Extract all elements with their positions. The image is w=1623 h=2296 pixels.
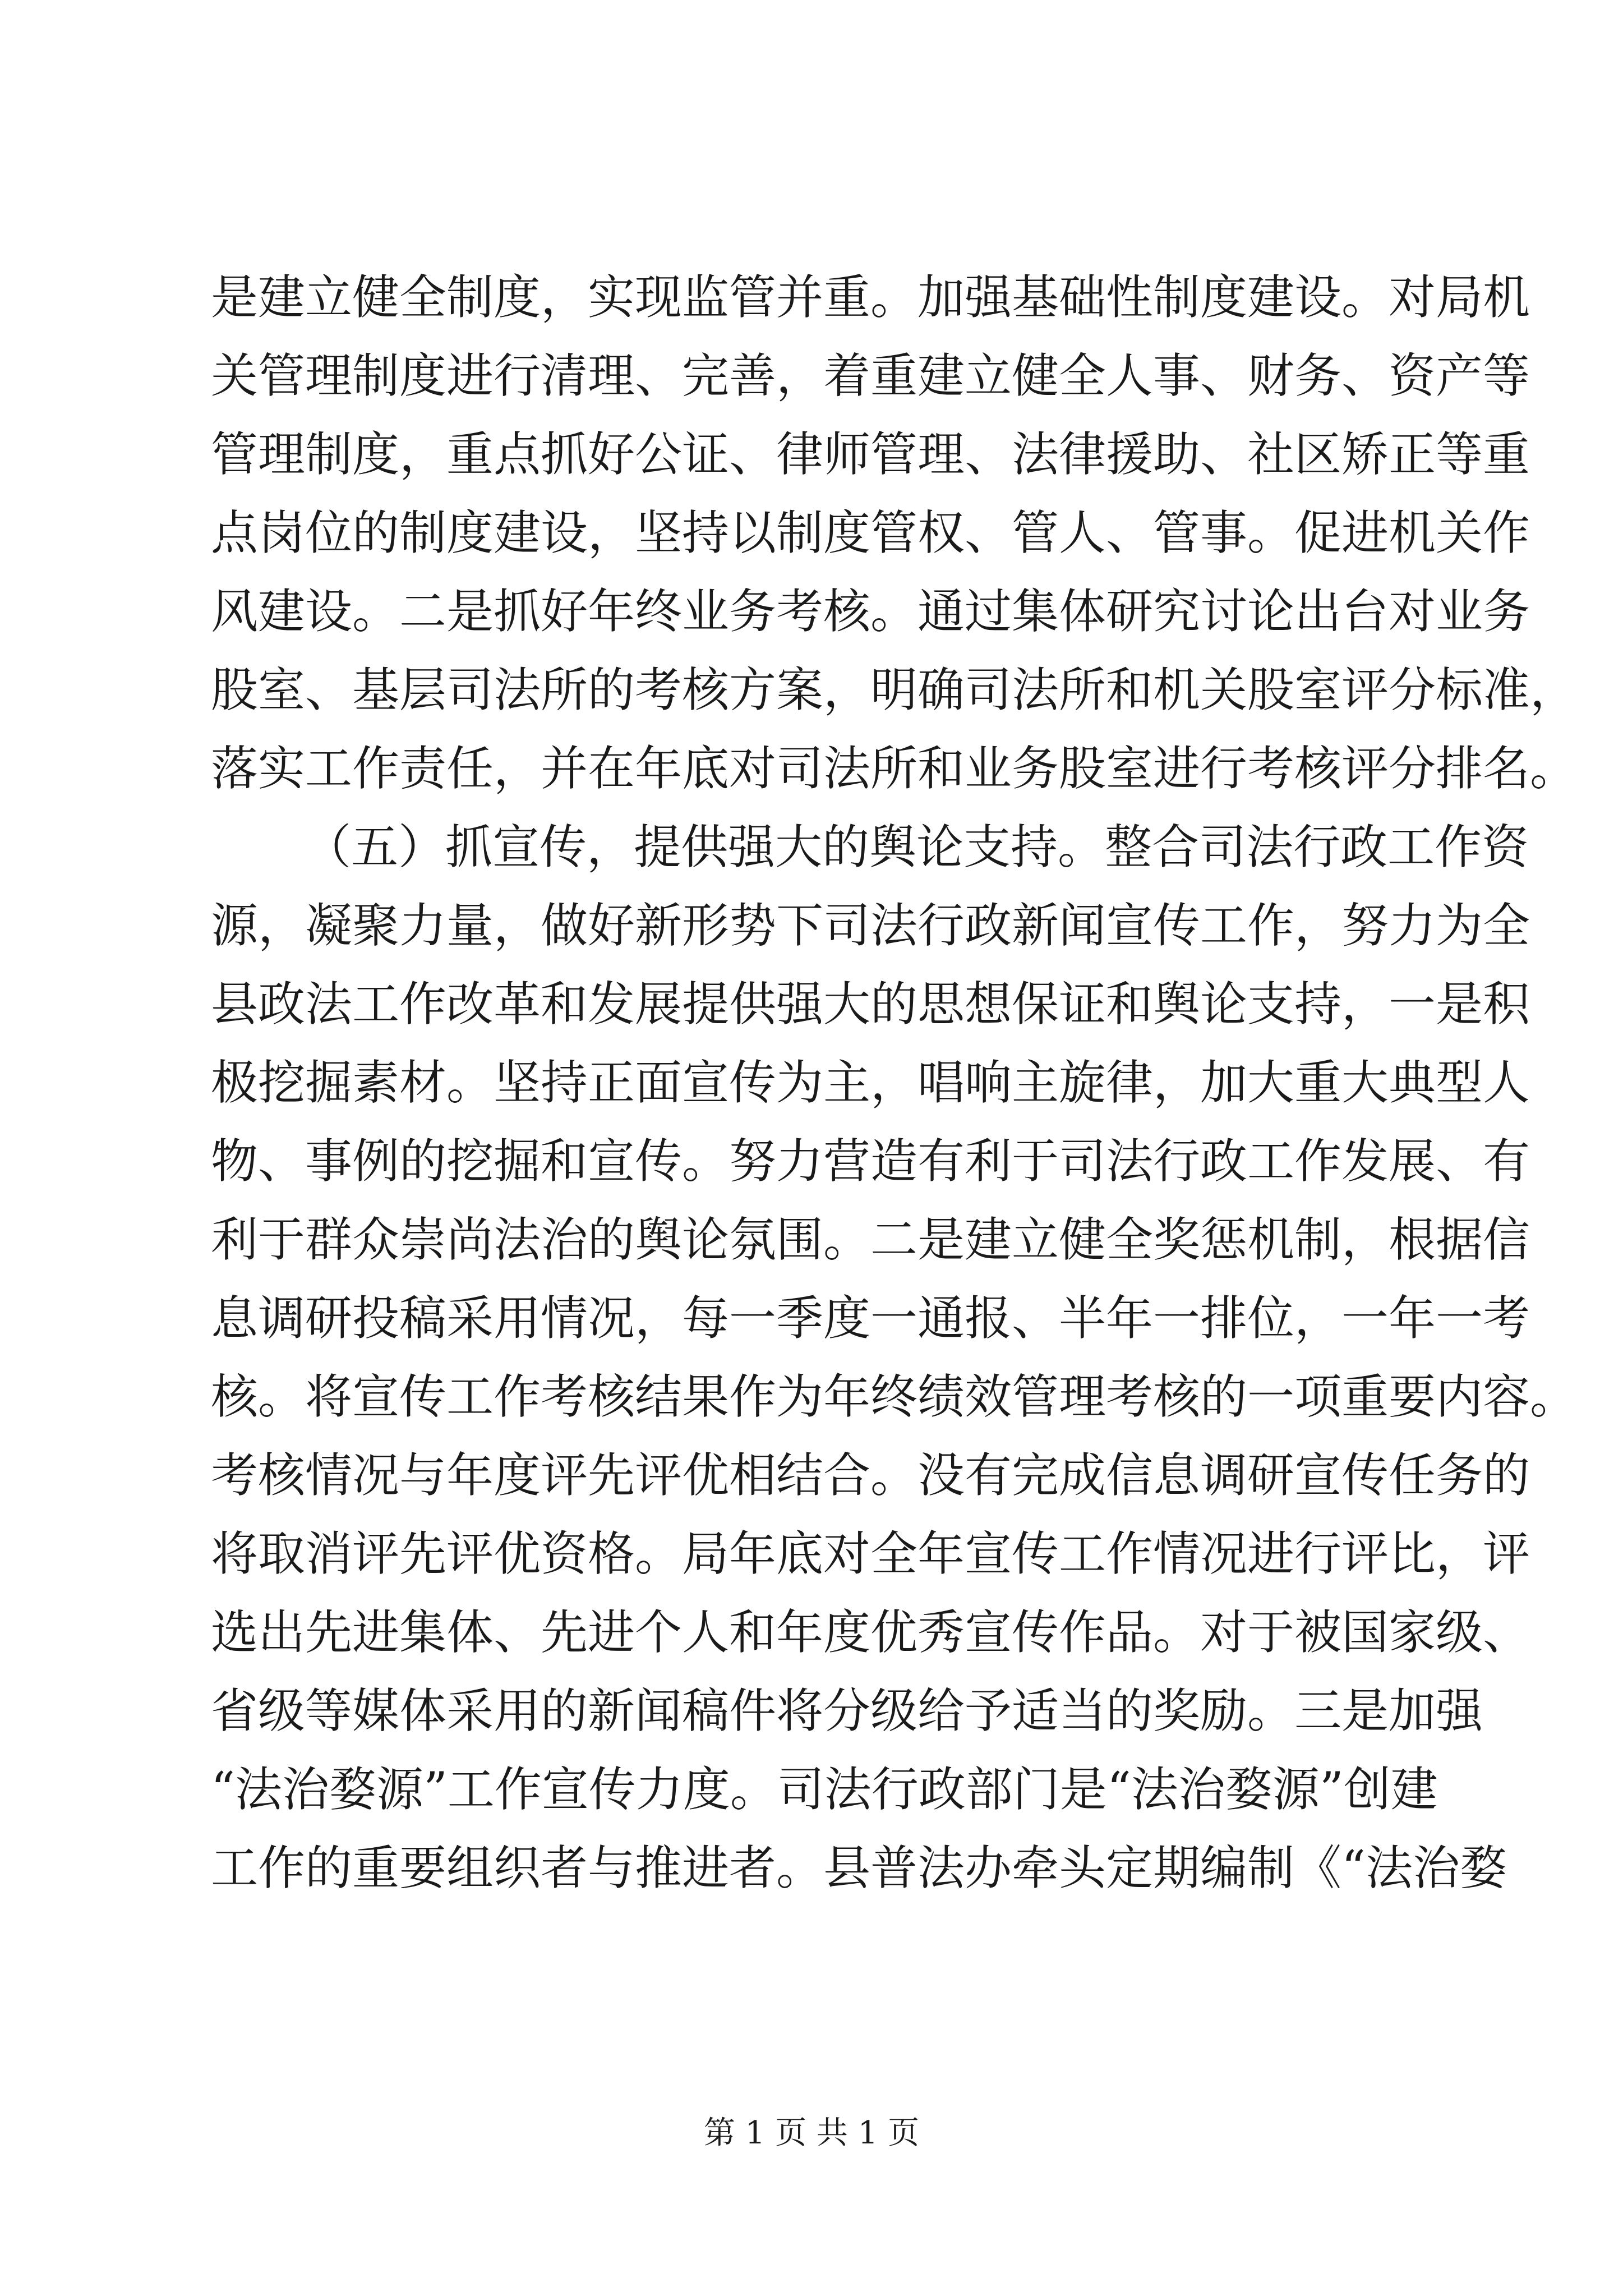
text-line: 股室、基层司法所的考核方案，明确司法所和机关股室评分标准， <box>211 662 1578 717</box>
text-line: 是建立健全制度，实现监管并重。加强基础性制度建设。对局机 <box>211 270 1530 325</box>
text-line: 选出先进集体、先进个人和年度优秀宣传作品。对于被国家级、 <box>211 1605 1530 1660</box>
text-line: 利于群众崇尚法治的舆论氛围。二是建立健全奖惩机制，根据信 <box>211 1212 1530 1267</box>
text-line: 省级等媒体采用的新闻稿件将分级给予适当的奖励。三是加强 <box>211 1683 1483 1738</box>
text-line: 风建设。二是抓好年终业务考核。通过集体研究讨论出台对业务 <box>211 584 1530 639</box>
text-line: 工作的重要组织者与推进者。县普法办牵头定期编制《“法治婺 <box>211 1841 1507 1895</box>
paragraph-heading-line: （五）抓宣传，提供强大的舆论支持。整合司法行政工作资 <box>304 820 1529 875</box>
text-line: 关管理制度进行清理、完善，着重建立健全人事、财务、资产等 <box>211 348 1530 403</box>
text-line: 息调研投稿采用情况，每一季度一通报、半年一排位，一年一考 <box>211 1291 1530 1346</box>
text-line: 将取消评先评优资格。局年底对全年宣传工作情况进行评比，评 <box>211 1526 1530 1581</box>
text-line: 源，凝聚力量，做好新形势下司法行政新闻宣传工作，努力为全 <box>211 898 1530 953</box>
text-line: 考核情况与年度评先评优相结合。没有完成信息调研宣传任务的 <box>211 1448 1530 1503</box>
text-line: 点岗位的制度建设，坚持以制度管权、管人、管事。促进机关作 <box>211 505 1530 560</box>
text-line: 极挖掘素材。坚持正面宣传为主，唱响主旋律，加大重大典型人 <box>211 1055 1530 1110</box>
text-line: 县政法工作改革和发展提供强大的思想保证和舆论支持，一是积 <box>211 977 1530 1032</box>
text-line: 核。将宣传工作考核结果作为年终绩效管理考核的一项重要内容。 <box>211 1369 1578 1424</box>
text-line: “法治婺源”工作宣传力度。司法行政部门是“法治婺源”创建 <box>211 1762 1438 1817</box>
text-line: 物、事例的挖掘和宣传。努力营造有利于司法行政工作发展、有 <box>211 1134 1530 1189</box>
text-line: 落实工作责任，并在年底对司法所和业务股室进行考核评分排名。 <box>211 741 1578 796</box>
page-footer: 第 1 页 共 1 页 <box>703 2115 920 2151</box>
text-line: 管理制度，重点抓好公证、律师管理、法律援助、社区矫正等重 <box>211 427 1530 482</box>
